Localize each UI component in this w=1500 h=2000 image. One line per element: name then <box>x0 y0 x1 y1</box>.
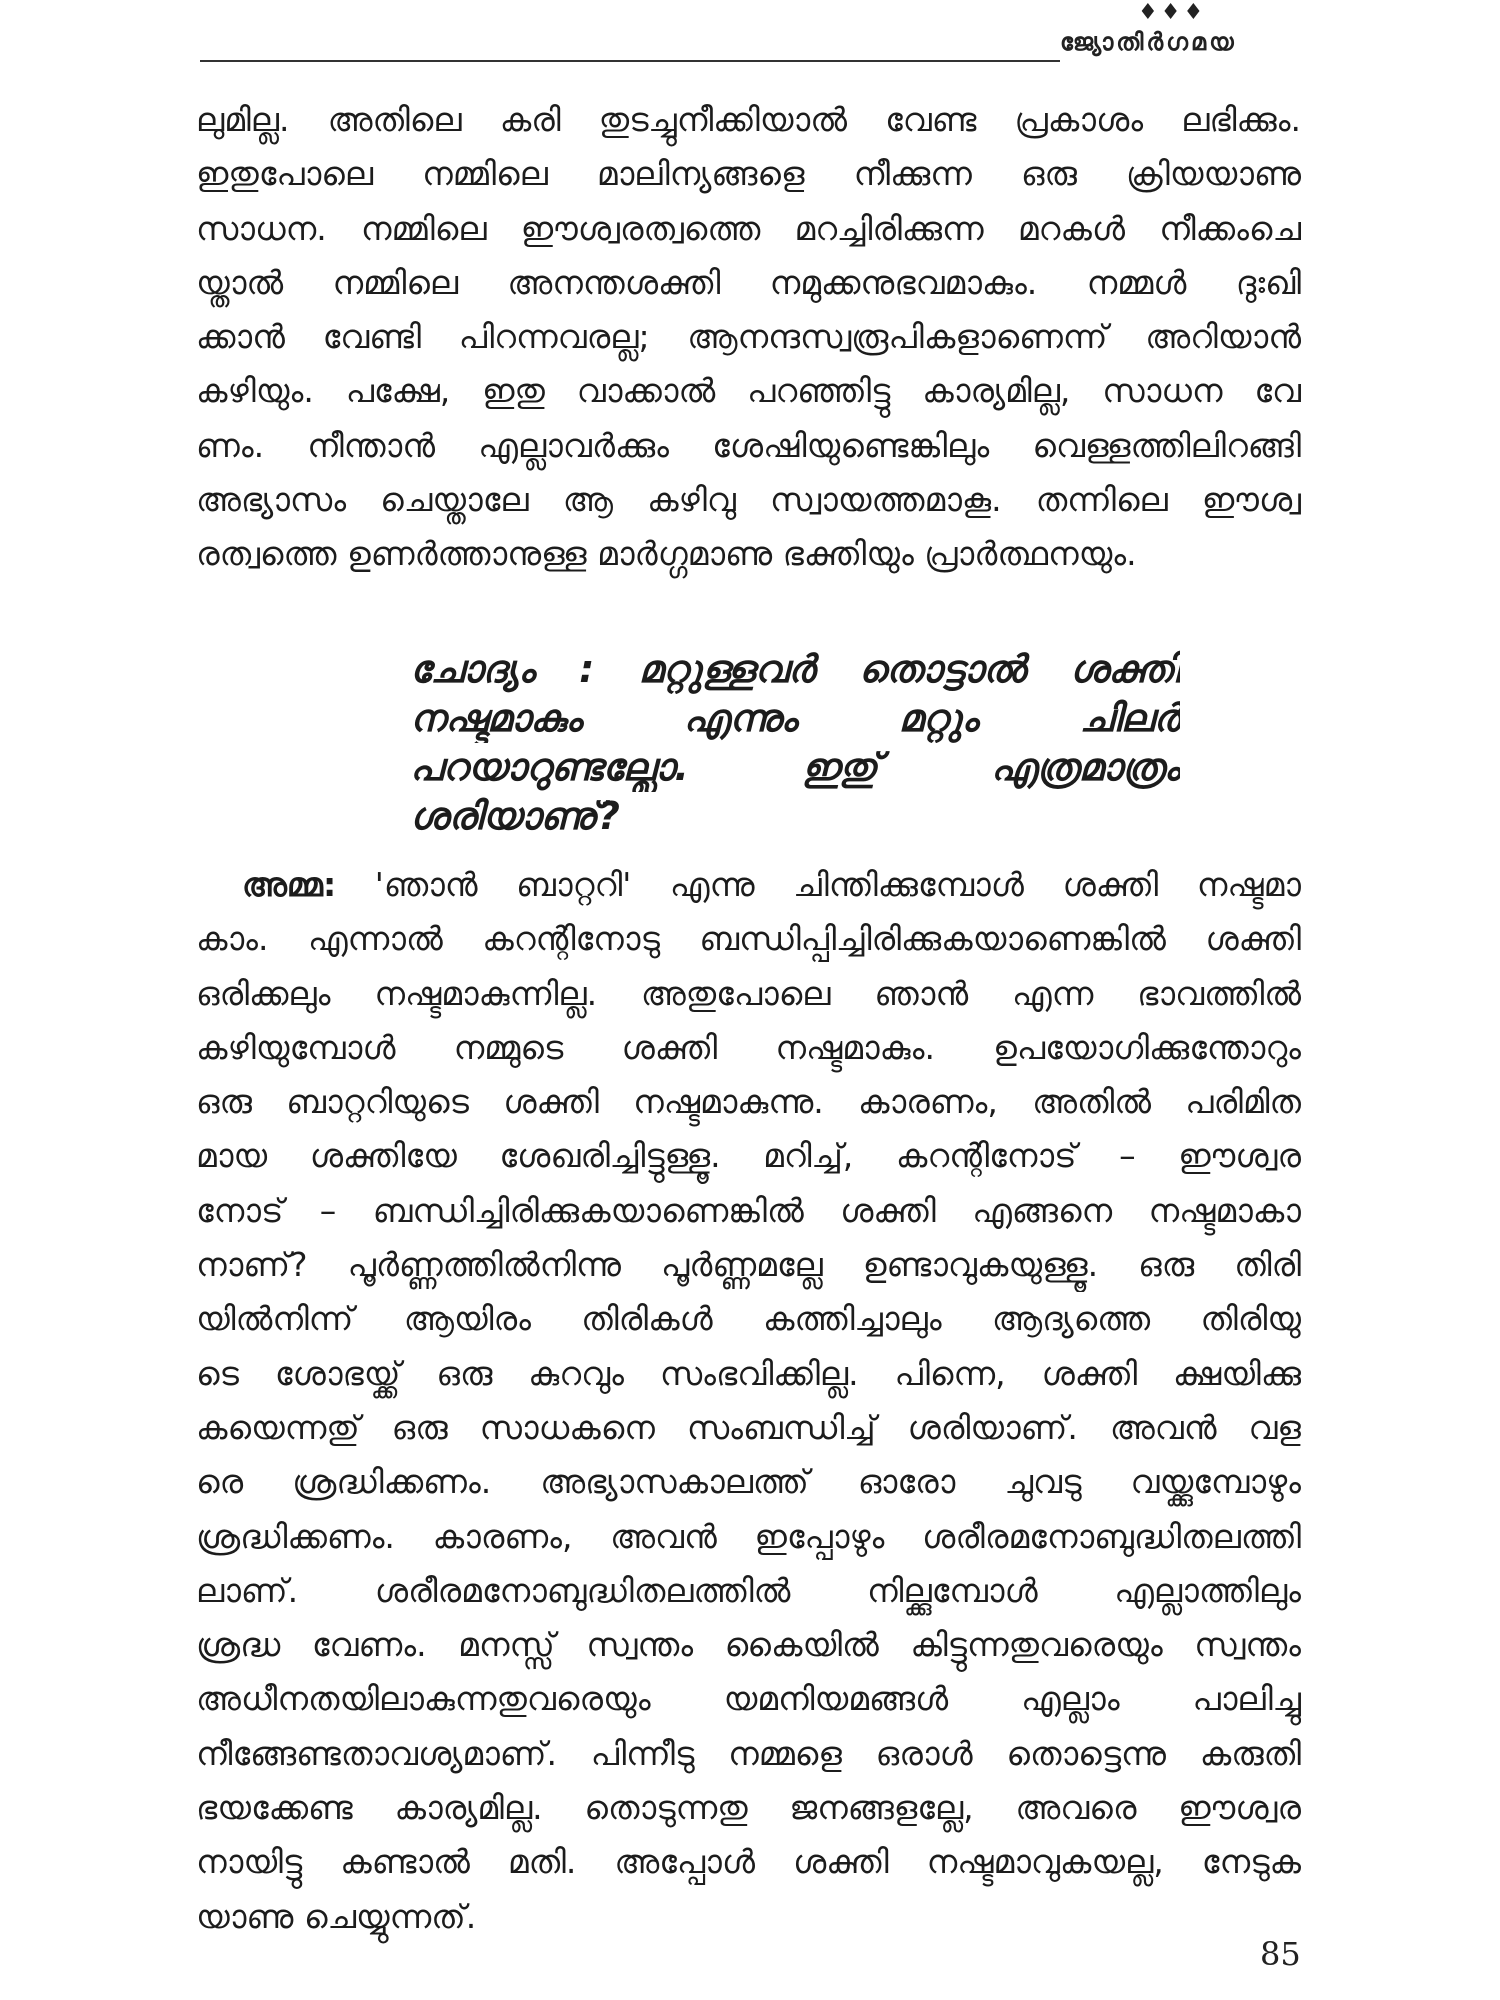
text-line: യ്താൽ നമ്മിലെ അനന്തശക്തി നമുക്കനുഭവമാകും. നമ്മൾ ദുഃഖി <box>196 262 1301 302</box>
speaker-label: അമ്മ: <box>242 865 337 904</box>
text-line: ണം. നീന്താൻ എല്ലാവർക്കും ശേഷിയുണ്ടെങ്കിലും വെള്ളത്തിലിറങ്ങി <box>196 425 1301 465</box>
text-line: മായ ശക്തിയേ ശേഖരിച്ചിട്ടുള്ളൂ. മറിച്ച്, കറന്റിനോട് – ഈശ്വര <box>196 1136 1301 1176</box>
text-line: ഭയക്കേണ്ട കാര്യമില്ല. തൊടുന്നതു ജനങ്ങളല്ലേ, അവരെ ഈശ്വര <box>196 1788 1301 1828</box>
text-line: കഴിയും. പക്ഷേ, ഇതു വാക്കാൽ പറഞ്ഞിട്ടു കാര്യമില്ല, സാധന വേ <box>196 371 1301 411</box>
question-line: നഷ്ടമാകും എന്നും മറ്റും ചിലർ <box>410 696 1180 740</box>
answer-first-line <box>196 858 1301 912</box>
question-line: ചോദ്യം : മറ്റുള്ളവർ തൊട്ടാൽ ശക്തി <box>410 647 1180 691</box>
text-line: യിൽനിന്ന് ആയിരം തിരികൾ കത്തിച്ചാലും ആദ്യത്തെ തിരിയു <box>196 1299 1301 1339</box>
question-line: ശരിയാണു്? <box>410 794 620 838</box>
text-line: ലാണ്. ശരീരമനോബുദ്ധിതലത്തിൽ നില്ക്കുമ്പോൾ എല്ലാത്തിലും <box>196 1570 1301 1610</box>
text-line: ടെ ശോഭയ്ക്ക് ഒരു കുറവും സംഭവിക്കില്ല. പിന്നെ, ശക്തി ക്ഷയിക്കു <box>196 1353 1301 1393</box>
header-ornament: ♦♦♦ <box>1138 0 1207 25</box>
running-header-title: ജ്യോതിർഗമയ <box>1060 28 1237 56</box>
text-line: നീങ്ങേണ്ടതാവശ്യമാണ്. പിന്നീടു നമ്മളെ ഒരാൾ തൊട്ടെന്നു കരുതി <box>196 1733 1301 1773</box>
text-line: കാം. എന്നാൽ കറന്റിനോടു ബന്ധിപ്പിച്ചിരിക്കുകയാണെങ്കിൽ ശക്തി <box>196 919 1301 959</box>
question-block <box>410 645 1180 841</box>
text-line: ശ്രദ്ധിക്കണം. കാരണം, അവൻ ഇപ്പോഴും ശരീരമനോബുദ്ധിതലത്തി <box>196 1516 1301 1556</box>
text-line: കയെന്നതു് ഒരു സാധകനെ സംബന്ധിച്ച് ശരിയാണ്. അവൻ വള <box>196 1407 1301 1447</box>
text-line: യാണു ചെയ്യുന്നത്. <box>196 1896 477 1936</box>
text-line: രത്വത്തെ ഉണർത്താനുള്ള മാർഗ്ഗമാണു ഭക്തിയും പ്രാർത്ഥനയും. <box>196 534 1137 574</box>
text-line: നായിട്ടു കണ്ടാൽ മതി. അപ്പോൾ ശക്തി നഷ്ടമാവുകയല്ല, നേടുക <box>196 1842 1301 1882</box>
text-line: ഒരു ബാറ്ററിയുടെ ശക്തി നഷ്ടമാകുന്നു. കാരണം, അതിൽ പരിമിത <box>196 1082 1301 1122</box>
page-number: 85 <box>1260 1935 1301 1973</box>
text-line: ലുമില്ല. അതിലെ കരി തുടച്ചുനീക്കിയാൽ വേണ്ട പ്രകാശം ലഭിക്കും. <box>196 100 1301 139</box>
header-rule <box>200 60 1060 62</box>
answer-paragraph <box>196 858 1301 1944</box>
text-line: ശ്രദ്ധ വേണം. മനസ്സ് സ്വന്തം കൈയിൽ കിട്ടുന്നതുവരെയും സ്വന്തം <box>196 1625 1301 1665</box>
text-line: അഭ്യാസം ചെയ്താലേ ആ കഴിവു സ്വായത്തമാകൂ. തന്നിലെ ഈശ്വ <box>196 480 1301 520</box>
text-line: അധീനതയിലാകുന്നതുവരെയും യമനിയമങ്ങൾ എല്ലാം പാലിച്ചു <box>196 1679 1301 1719</box>
text-line: സാധന. നമ്മിലെ ഈശ്വരത്വത്തെ മറച്ചിരിക്കുന്ന മറകൾ നീക്കംചെ <box>196 208 1301 248</box>
text-line: ഒരിക്കലും നഷ്ടമാകുന്നില്ല. അതുപോലെ ഞാൻ എന്ന ഭാവത്തിൽ <box>196 973 1301 1013</box>
text-line: കഴിയുമ്പോൾ നമ്മുടെ ശക്തി നഷ്ടമാകും. ഉപയോഗിക്കുന്തോറും <box>196 1027 1301 1067</box>
paragraph-1 <box>196 93 1301 582</box>
answer-first-line-text: 'ഞാൻ ബാറ്ററി' എന്നു ചിന്തിക്കുമ്പോൾ ശക്തി നഷ്ടമാ <box>374 865 1301 904</box>
question-line: പറയാറുണ്ടല്ലോ. ഇതു് എത്രമാത്രം <box>410 745 1180 789</box>
text-line: ക്കാൻ വേണ്ടി പിറന്നവരല്ല; ആനന്ദസ്വരൂപികളാണെന്ന് അറിയാൻ <box>196 317 1301 357</box>
text-line: നാണ്? പൂർണ്ണത്തിൽനിന്നു പൂർണ്ണമല്ലേ ഉണ്ടാവുകയുള്ളൂ. ഒരു തിരി <box>196 1245 1301 1285</box>
text-line: നോട് – ബന്ധിച്ചിരിക്കുകയാണെങ്കിൽ ശക്തി എങ്ങനെ നഷ്ടമാകാ <box>196 1190 1301 1230</box>
text-line: രെ ശ്രദ്ധിക്കണം. അഭ്യാസകാലത്ത് ഓരോ ചുവടു വയ്ക്കുമ്പോഴും <box>196 1462 1301 1502</box>
text-line: ഇതുപോലെ നമ്മിലെ മാലിന്യങ്ങളെ നീക്കുന്ന ഒരു ക്രിയയാണു <box>196 154 1301 194</box>
